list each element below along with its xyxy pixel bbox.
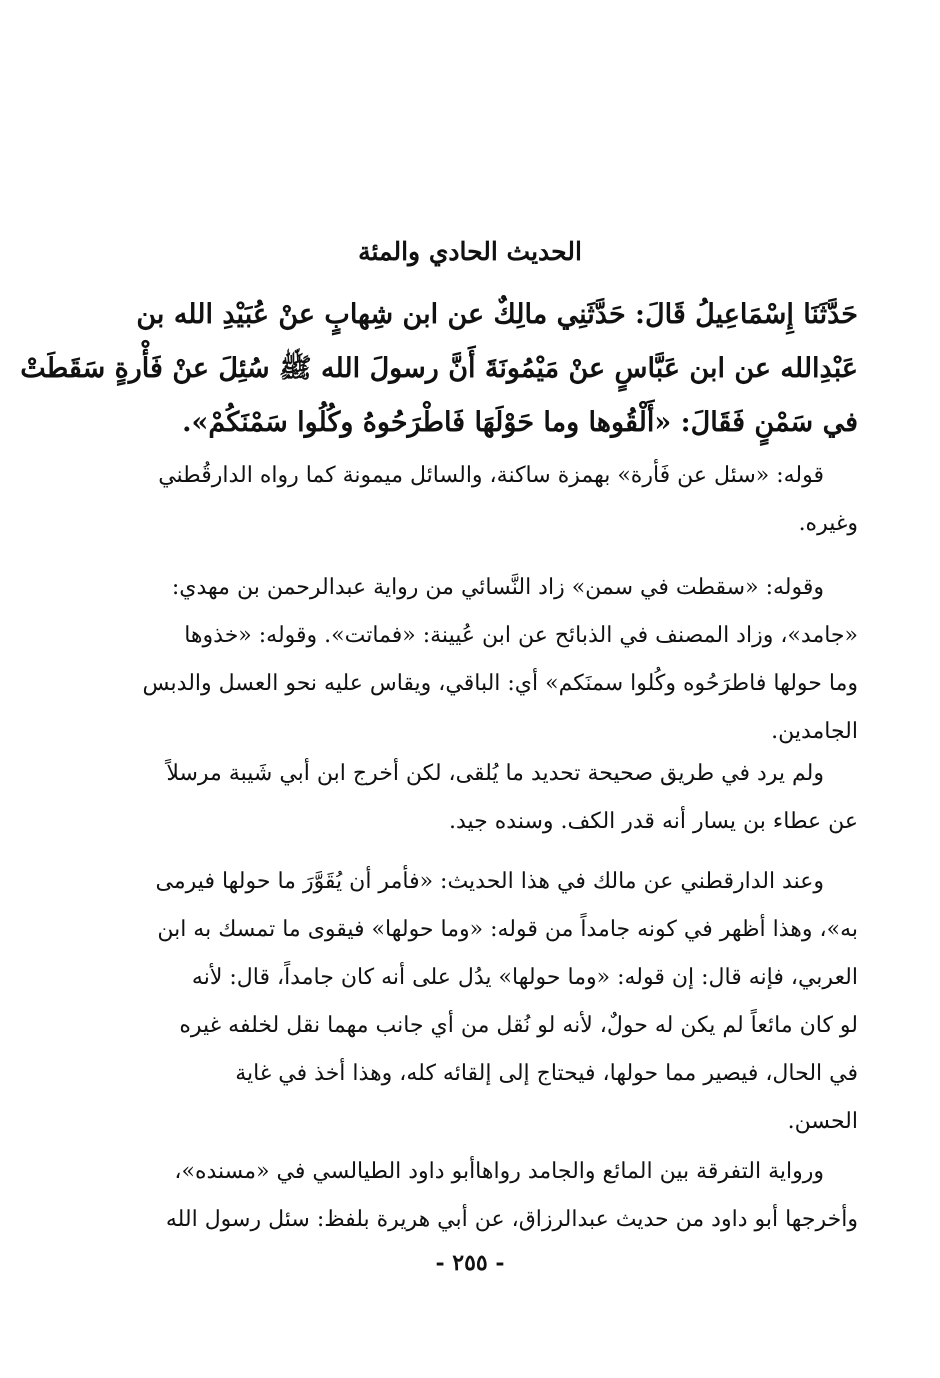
page-number: - ٢٥٥ - bbox=[435, 1250, 505, 1276]
paragraph-line: الحسن. bbox=[787, 1109, 858, 1134]
paragraph-line: الجامدين. bbox=[771, 719, 858, 744]
commentary-paragraph bbox=[138, 1148, 858, 1244]
paragraph-line: في الحال، فيصير مما حولها، فيحتاج إلى إلقائه كله، وهذا أخذ في غاية bbox=[235, 1061, 858, 1086]
paragraph-line: وما حولها فاطرَحُوه وكُلوا سمنَكم» أي: الباقي، ويقاس عليه نحو العسل والدبس bbox=[142, 671, 858, 696]
paragraph-line: عن عطاء بن يسار أنه قدر الكف. وسنده جيد. bbox=[449, 809, 858, 834]
paragraph-line: وعند الدارقطني عن مالك في هذا الحديث: «فأمر أن يُقَوَّرَ ما حولها فيرمى bbox=[155, 869, 824, 894]
paragraph-line: به»، وهذا أظهر في كونه جامداً من قوله: «وما حولها» فيقوى ما تمسك به ابن bbox=[157, 917, 858, 942]
hadith-line: في سَمْنٍ فَقَالَ: «أَلْقُوها وما حَوْلَهَا فَاطْرَحُوهُ وكُلُوا سَمْنَكُمْ». bbox=[182, 407, 858, 438]
hadith-heading: الحديث الحادي والمئة bbox=[358, 237, 582, 266]
paragraph-line: ولم يرد في طريق صحيحة تحديد ما يُلقى، لكن أخرج ابن أبي شَيبة مرسلاً bbox=[166, 761, 824, 786]
commentary-paragraph bbox=[138, 564, 858, 756]
hadith-line: حَدَّثَنَا إِسْمَاعِيلُ قَالَ: حَدَّثَنِي مالِكٌ عن ابن شِهابٍ عنْ عُبَيْدِ الله بن bbox=[136, 299, 858, 330]
paragraph-line: ورواية التفرقة بين المائع والجامد رواهاأبو داود الطيالسي في «مسنده»، bbox=[174, 1159, 824, 1184]
paragraph-line: قوله: «سئل عن فَأرة» بهمزة ساكنة، والسائل ميمونة كما رواه الدارقُطني bbox=[158, 463, 824, 488]
paragraph-line: العربي، فإنه قال: إن قوله: «وما حولها» يدُل على أنه كان جامداً، قال: لأنه bbox=[191, 965, 858, 990]
paragraph-line: وقوله: «سقطت في سمن» زاد النَّسائي من رواية عبدالرحمن بن مهدي: bbox=[171, 575, 824, 600]
hadith-text bbox=[20, 288, 858, 450]
paragraph-line: لو كان مائعاً لم يكن له حولٌ، لأنه لو نُقل من أي جانب مهما نقل لخلفه غيره bbox=[179, 1013, 858, 1038]
commentary-paragraph bbox=[138, 452, 858, 548]
commentary-paragraph bbox=[138, 858, 858, 1146]
commentary-paragraph bbox=[138, 750, 858, 846]
hadith-line: عَبْدِالله عن ابن عَبَّاسٍ عنْ مَيْمُونَةَ أَنَّ رسولَ الله ﷺ سُئِلَ عنْ فَأْرةٍ سَقَطَتْ bbox=[20, 353, 858, 384]
paragraph-line: وغيره. bbox=[798, 511, 858, 536]
paragraph-line: «جامد»، وزاد المصنف في الذبائح عن ابن عُيينة: «فماتت». وقوله: «خذوها bbox=[184, 623, 858, 648]
paragraph-line: وأخرجها أبو داود من حديث عبدالرزاق، عن أبي هريرة بلفظ: سئل رسول الله bbox=[165, 1207, 858, 1232]
